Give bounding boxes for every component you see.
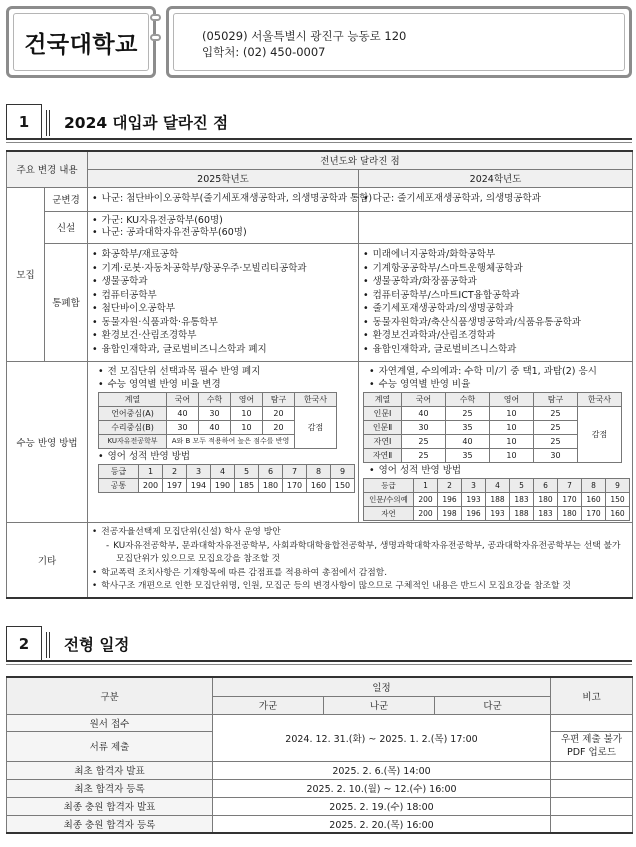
- list-item: • 동물자원·식품과학·유통학부: [92, 316, 354, 330]
- list-item: • 학사구조 개편으로 인한 모집단위명, 인원, 모집군 등의 변경사항이 많으므로 구체적인 내용은 반드시 모집요강을 참조할 것: [92, 580, 628, 594]
- table-row: 최종 충원 합격자 발표 2025. 2. 19.(수) 18:00: [7, 797, 633, 815]
- english-grade-table-2025: 등급 1 2 3 4 5 6 7 8 9 공통 200 197 194 190 185 180 170 160 150: [98, 464, 355, 493]
- csat-bullet: • 영어 성적 반영 방법: [98, 450, 358, 463]
- section-number: 2: [6, 626, 42, 660]
- list-item: • 화공학부/재료공학: [92, 248, 354, 262]
- group-recruit-label: 모집: [7, 187, 45, 361]
- list-item: • 생물공학과: [92, 275, 354, 289]
- col-ga: 가군: [213, 696, 324, 714]
- section-1-heading: [6, 104, 632, 140]
- row-label: 통폐합: [45, 243, 88, 361]
- col-changes: 전년도와 달라진 점: [88, 151, 633, 169]
- list-item: • 동물자원학과/축산식품생명공학과/식품유통공학과: [363, 316, 628, 330]
- list-item: • 융합인재학과, 글로벌비즈니스학과: [363, 343, 628, 357]
- list-item: • 생물공학과/화장품공학과: [363, 275, 628, 289]
- english-grade-table-2024: 등급 1 2 3 4 5 6 7 8 9 인문/수의예 200 196 193 188 183 180 170 160 150 자연 200 198 196 193 188 183 180 170 160: [363, 478, 630, 521]
- list-item: • 학교폭력 조치사항은 기재항목에 따른 감점표를 적용하여 총점에서 감점함.: [92, 567, 628, 581]
- list-item: • 첨단바이오공학부: [92, 302, 354, 316]
- binder-ring-icon: [150, 34, 161, 41]
- list-item: - KU자유전공학부, 문과대학자유전공학부, 사회과학대학융합전공학부, 생명과학대학자유전공학부, 공과대학자유전공학부는 선택 불가: [92, 540, 628, 554]
- row-label: 기타: [7, 522, 88, 598]
- list-item: • 기계항공공학부/스마트운행체공학과: [363, 262, 628, 276]
- list-item: • 가군: KU자유전공학부(60명): [92, 215, 354, 228]
- section-title: 2024 대입과 달라진 점: [64, 114, 229, 132]
- list-item: • 다군: 줄기세포재생공학과, 의생명공학과: [363, 192, 628, 206]
- list-item: • 나군: 공과대학자유전공학부(60명): [92, 227, 354, 240]
- list-item: • 컴퓨터공학부/스마트ICT융합공학과: [363, 289, 628, 303]
- schedule-table: [6, 676, 633, 834]
- section-2-heading: [6, 626, 632, 662]
- csat-bullet: • 영어 성적 반영 방법: [369, 464, 632, 477]
- university-name-box: [6, 6, 156, 78]
- csat-bullet: • 수능 영역별 반영 비율: [369, 378, 632, 391]
- row-label: 신설: [45, 211, 88, 243]
- list-item: • 융합인재학과, 글로벌비즈니스학과 폐지: [92, 343, 354, 357]
- section-number: 1: [6, 104, 42, 138]
- col-2025: 2025학년도: [88, 169, 359, 187]
- list-item: • 미래에너지공학과/화학공학부: [363, 248, 628, 262]
- row-label: 군변경: [45, 187, 88, 211]
- csat-bullet: • 전 모집단위 선택과목 필수 반영 폐지: [98, 365, 358, 378]
- col-main-changes: 주요 변경 내용: [7, 151, 88, 187]
- table-row: 원서 접수 2024. 12. 31.(화) ~ 2025. 1. 2.(목) 17:00: [7, 714, 633, 731]
- table-row: 최초 합격자 발표 2025. 2. 6.(목) 14:00: [7, 761, 633, 779]
- col-division: 구분: [7, 677, 213, 714]
- list-item: • 나군: 첨단바이오공학부(줄기세포재생공학과, 의생명공학과 통합): [92, 192, 354, 206]
- csat-bullet: • 자연계열, 수의예과: 수학 미/기 중 택1, 과탐(2) 응시: [369, 365, 632, 378]
- table-row: 최종 충원 합격자 등록 2025. 2. 20.(목) 16:00: [7, 815, 633, 833]
- contact-box: [166, 6, 632, 78]
- list-item: • 기계·로봇·자동차공학부/항공우주·모빌리티공학과: [92, 262, 354, 276]
- address: (05029) 서울특별시 광진구 능동로 120: [202, 29, 407, 43]
- section-title: 전형 일정: [64, 636, 130, 654]
- col-da: 다군: [435, 696, 551, 714]
- university-name: 건국대학교: [24, 31, 138, 58]
- col-na: 나군: [324, 696, 435, 714]
- list-item: 모집단위가 있으므로 모집요강을 참조할 것: [116, 554, 281, 564]
- list-item: • 컴퓨터공학부: [92, 289, 354, 303]
- col-schedule: 일정: [213, 677, 551, 696]
- admissions-phone: 입학처: (02) 450-0007: [202, 45, 326, 59]
- list-item: • 전공자율선택제 모집단위(신설) 학사 운영 방안: [92, 526, 628, 540]
- binder-ring-icon: [150, 14, 161, 21]
- csat-ratio-table-2024: 계열 국어 수학 영어 탐구 한국사 인문Ⅰ 40 25 10 25 감점 인문Ⅱ 30 35 10 25 자연Ⅰ 25 40 10 25 자연Ⅱ 25 35 10 30: [363, 392, 622, 463]
- list-item: • 환경보건과학과/산림조경학과: [363, 329, 628, 343]
- changes-table: [6, 150, 633, 599]
- list-item: • 환경보건·산림조경학부: [92, 329, 354, 343]
- table-row: 최초 합격자 등록 2025. 2. 10.(월) ~ 12.(수) 16:00: [7, 779, 633, 797]
- csat-ratio-table-2025: 계열 국어 수학 영어 탐구 한국사 언어중심(A) 40 30 10 20 감점 수리중심(B) 30 40 10 20 KU자유전공학부 A와 B 모두 적용하여 높은 점수를 반영: [98, 392, 337, 449]
- col-note: 비고: [551, 677, 633, 714]
- csat-bullet: • 수능 영역별 반영 비율 변경: [98, 378, 358, 391]
- list-item: • 줄기세포재생공학과/의생명공학과: [363, 302, 628, 316]
- table-row: 서류 제출 우편 제출 불가 PDF 업로드: [7, 731, 633, 761]
- col-2024: 2024학년도: [359, 169, 633, 187]
- row-label: 수능 반영 방법: [7, 361, 88, 522]
